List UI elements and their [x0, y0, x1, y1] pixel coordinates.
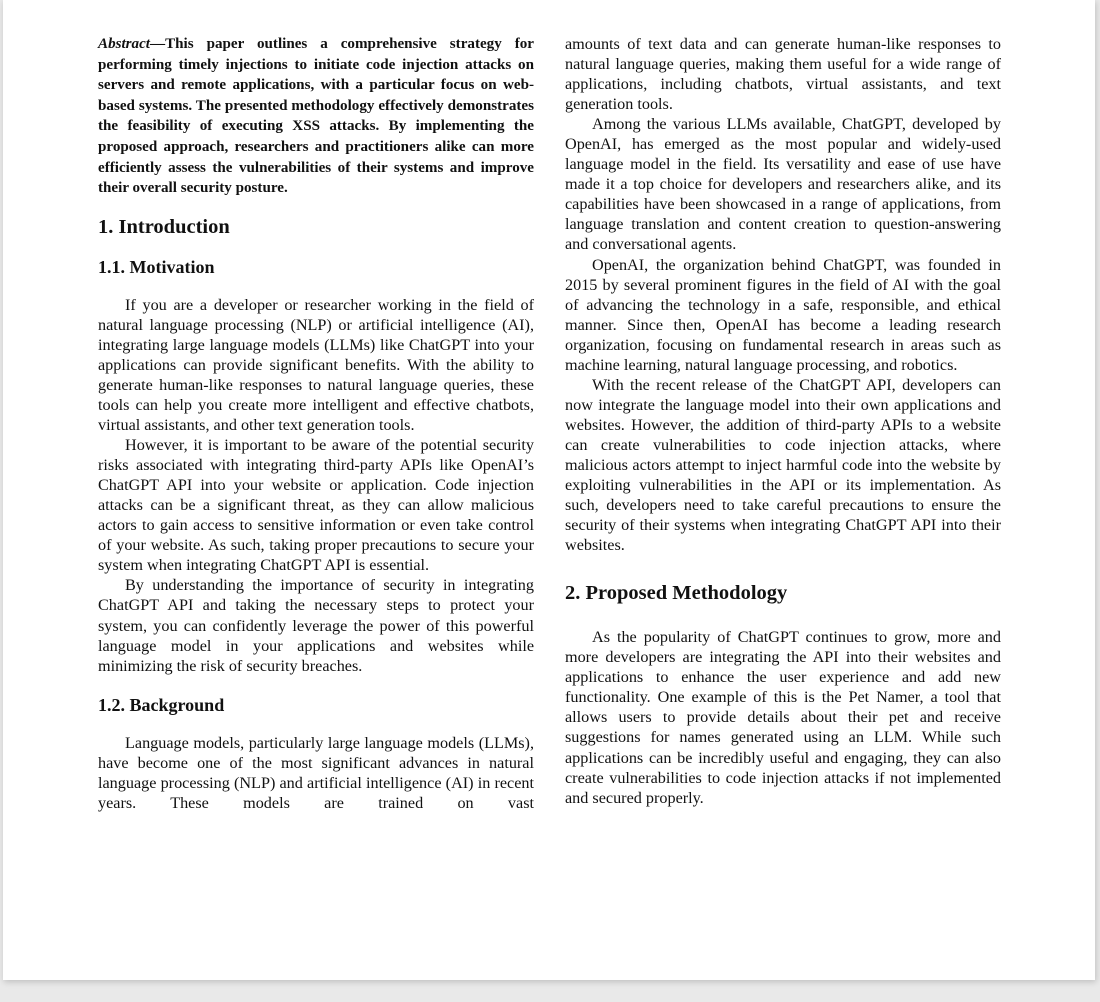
- left-column: [98, 34, 534, 813]
- background-paragraph-2: Among the various LLMs available, ChatGPT, developed by OpenAI, has emerged as the most popular and widely-used language model in the field. Its versatility and ease of use have made it a top choice for developers and researchers alike, and its capabilities have been showcased in a range of applications, from language translation and content creation to question-answering and conversational agents.: [565, 115, 1001, 254]
- motivation-paragraph-1: If you are a developer or researcher working in the field of natural language processing (NLP) or artificial intelligence (AI), integrating large language models (LLMs) like ChatGPT into your applications can provide significant benefits. With the ability to generate human-like responses to natural language queries, these tools can help you create more intelligent and effective chatbots, virtual assistants, and other text generation tools.: [98, 295, 534, 435]
- right-column: [565, 34, 1001, 808]
- section-title-methodology: 2. Proposed Methodology: [565, 582, 788, 605]
- methodology-paragraph-1: As the popularity of ChatGPT continues to grow, more and more developers are integrating the API into their websites and applications to enhance the user experience and add new functionality. One example of this is the Pet Namer, a tool that allows users to provide details about their pet and receive suggestions for names generated using an LLM. While such applications can be incredibly useful and engaging, they can also create vulnerabilities to code injection attacks if not implemented and secured properly.: [565, 628, 1001, 807]
- subsection-title-motivation: 1.1. Motivation: [98, 256, 215, 277]
- section-title-introduction: 1. Introduction: [98, 215, 230, 238]
- background-paragraph-1-start: Language models, particularly large language models (LLMs), have become one of the most significant advances in natural language processing (NLP) and artificial intelligence (AI) in recent years. These models are trained on vast: [98, 733, 534, 812]
- abstract-dash: —: [150, 36, 166, 52]
- motivation-paragraph-3: By understanding the importance of security in integrating ChatGPT API and taking the necessary steps to protect your system, you can confidently leverage the power of this powerful language model in your applications and websites while minimizing the risk of security breaches.: [98, 576, 534, 675]
- abstract-text: This paper outlines a comprehensive strategy for performing timely injections to initiate code injection attacks on servers and remote applications, with a particular focus on web-based systems. The presented methodology effectively demonstrates the feasibility of executing XSS attacks. By implementing the proposed approach, researchers and practitioners alike can more efficiently assess the vulnerabilities of their systems and improve their overall security posture.: [98, 36, 534, 197]
- background-paragraph-4: With the recent release of the ChatGPT API, developers can now integrate the language model into their own applications and websites. However, the addition of third-party APIs to a website can create vulnerabilities to code injection attacks, where malicious actors attempt to inject harmful code into the website by exploiting vulnerabilities in the API or its implementation. As such, developers need to take careful precautions to ensure the security of their systems when integrating ChatGPT API into their websites.: [565, 375, 1001, 555]
- subsection-title-background: 1.2. Background: [98, 694, 225, 715]
- background-paragraph-1-end: amounts of text data and can generate human-like responses to natural language queries, making them useful for a wide range of applications, including chatbots, virtual assistants, and text generation tools.: [565, 35, 1001, 114]
- motivation-paragraph-2: However, it is important to be aware of the potential security risks associated with integrating third-party APIs like OpenAI’s ChatGPT API into your website or application. Code injection attacks can be a significant threat, as they can allow malicious actors to gain access to sensitive information or even take control of your website. As such, taking proper precautions to secure your system when integrating ChatGPT API is essential.: [98, 436, 534, 575]
- abstract-label: Abstract: [98, 36, 150, 52]
- paper-page: [3, 0, 1095, 980]
- abstract: [98, 34, 534, 199]
- background-paragraph-3: OpenAI, the organization behind ChatGPT, was founded in 2015 by several prominent figures in the field of AI with the goal of advancing the technology in a safe, responsible, and ethical manner. Since then, OpenAI has become a leading research organization, focusing on fundamental research in areas such as machine learning, natural language processing, and robotics.: [565, 255, 1001, 374]
